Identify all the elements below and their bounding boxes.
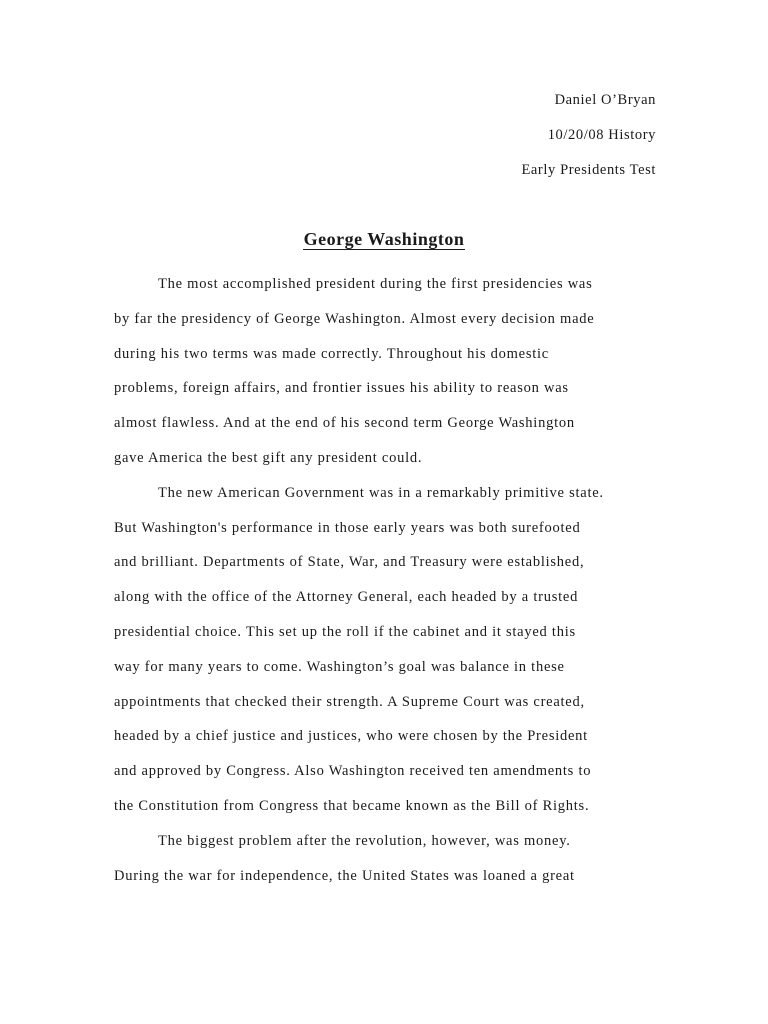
text-line: and approved by Congress. Also Washington received ten amendments to bbox=[114, 763, 592, 780]
text-line: gave America the best gift any president could. bbox=[114, 449, 423, 466]
text-line: along with the office of the Attorney General, each headed by a trusted bbox=[114, 589, 579, 606]
document-header bbox=[521, 88, 656, 193]
text-line: headed by a chief justice and justices, who were chosen by the President bbox=[114, 728, 588, 745]
paragraph-2 bbox=[114, 481, 659, 829]
text-line: appointments that checked their strength. A Supreme Court was created, bbox=[114, 693, 585, 710]
text-line: During the war for independence, the United States was loaned a great bbox=[114, 867, 575, 884]
date-and-class: 10/20/08 History bbox=[547, 127, 656, 143]
text-line: by far the presidency of George Washington. Almost every decision made bbox=[114, 310, 595, 327]
author-name: Daniel O’Bryan bbox=[554, 92, 656, 108]
text-line: presidential choice. This set up the roll if the cabinet and it stayed this bbox=[114, 623, 576, 640]
text-line: the Constitution from Congress that became known as the Bill of Rights. bbox=[114, 797, 590, 814]
assignment-title: Early Presidents Test bbox=[521, 162, 656, 178]
essay-title-text: George Washington bbox=[303, 229, 465, 249]
text-line: problems, foreign affairs, and frontier issues his ability to reason was bbox=[114, 380, 569, 397]
text-line: way for many years to come. Washington’s goal was balance in these bbox=[114, 658, 565, 675]
text-line: The new American Government was in a remarkably primitive state. bbox=[158, 484, 604, 501]
text-line: The most accomplished president during the first presidencies was bbox=[158, 276, 593, 292]
paragraph-3 bbox=[114, 829, 659, 899]
text-line: But Washington's performance in those early years was both surefooted bbox=[114, 519, 581, 536]
text-line: during his two terms was made correctly. Throughout his domestic bbox=[114, 345, 549, 362]
text-line: The biggest problem after the revolution, however, was money. bbox=[158, 832, 571, 849]
text-line: almost flawless. And at the end of his second term George Washington bbox=[114, 415, 575, 432]
paragraph-1 bbox=[114, 272, 659, 481]
essay-title bbox=[0, 229, 768, 250]
text-line: and brilliant. Departments of State, War, and Treasury were established, bbox=[114, 554, 585, 571]
essay-body bbox=[114, 272, 659, 898]
